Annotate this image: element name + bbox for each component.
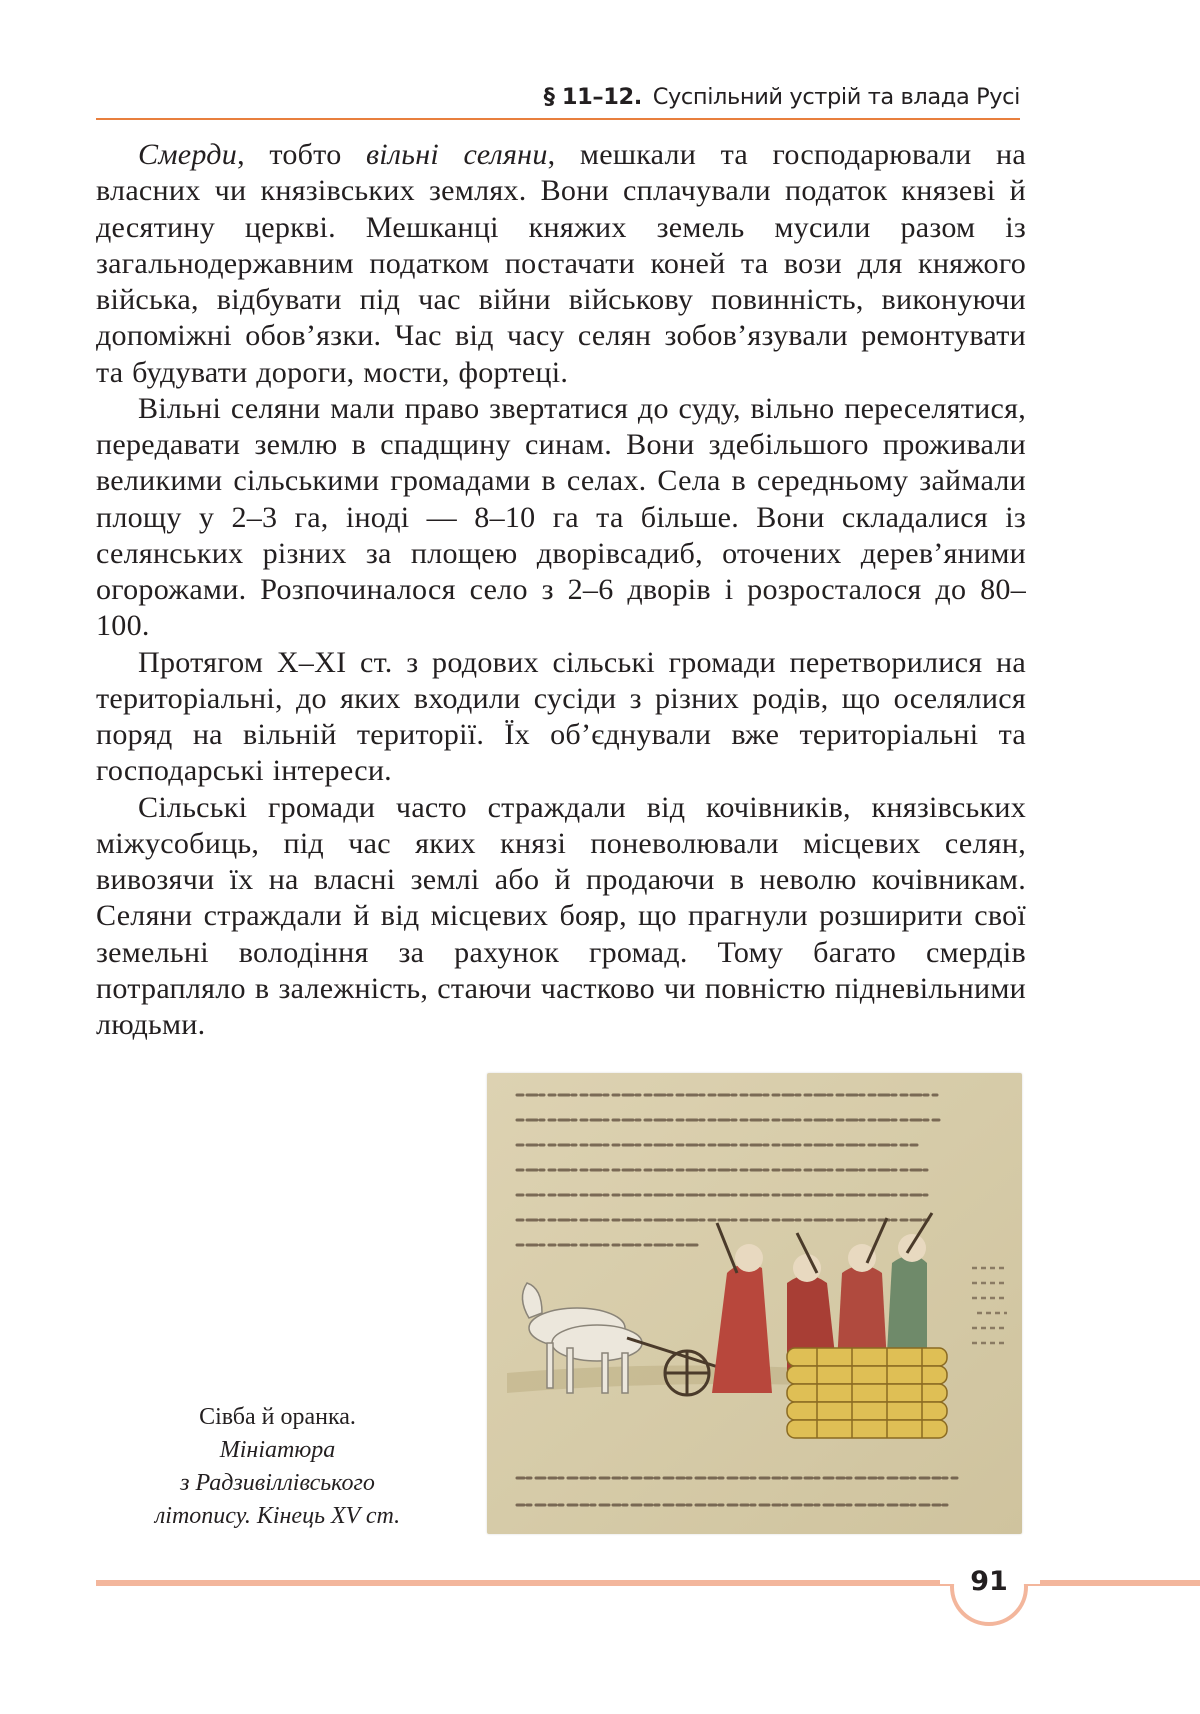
- caption-line-3: з Радзивіллівського: [180, 1470, 375, 1496]
- term-free-peasants: вільні селяни: [365, 137, 548, 171]
- main-text: [96, 136, 1026, 1042]
- caption-line-2: Мініатюра: [219, 1437, 336, 1463]
- paragraph-1: Смерди, тобто вільні селяни, мешкали та господарювали на власних чи князівських землях. Вони сплачували податок князеві й десятину церкві. Мешканці княжих земель мусили разом із загальнодержавним податком постачати коней та вози для княжого війська, відбувати під час війни військову повинність, виконуючи допоміжні обов’язки. Час від часу селян зобов’язували ремонтувати та будувати дороги, мости, фортеці.: [96, 137, 1026, 389]
- section-number: § 11–12.: [543, 84, 642, 110]
- term-smerdy: Смерди: [138, 137, 238, 171]
- figure-caption: [100, 1401, 455, 1533]
- caption-title: Сівба й оранка.: [199, 1404, 356, 1430]
- paragraph-4: Сільські громади часто страждали від кочівників, князівських міжусобиць, під час яких князі поневолювали місцевих селян, вивозячи їх на власні землі або й продаючи в неволю кочівникам. Селяни страждали й від місцевих бояр, що прагнули розширити свої земельні володіння за рахунок громад. Тому багато смердів потрапляло в залежність, стаючи частково чи повністю підневільними людьми.: [96, 789, 1026, 1041]
- paragraph-3: Протягом X–XI ст. з родових сільські громади перетворилися на територіальні, до яких входили сусіди з різних родів, що оселялися поряд на вільній території. Їх об’єднували вже територіальні та господарські інтереси.: [96, 644, 1026, 788]
- miniature-image: [487, 1073, 1022, 1534]
- page-number: 91: [970, 1566, 1008, 1597]
- running-header: [96, 76, 1020, 120]
- section-title: Суспільний устрій та влада Русі: [652, 84, 1020, 110]
- paragraph-2: Вільні селяни мали право звертатися до суду, вільно переселятися, передавати землю в спадщину синам. Вони здебільшого проживали великими сільськими громадами в селах. Села в середньому займали площу у 2–3 га, іноді — 8–10 га та більше. Вони складалися із селянських різних за площею дворівсадиб, оточених дерев’яними огорожами. Розпочиналося село з 2–6 дворів і розросталося до 80–100.: [96, 390, 1026, 643]
- caption-line-4: літопису. Кінець XV ст.: [154, 1503, 401, 1529]
